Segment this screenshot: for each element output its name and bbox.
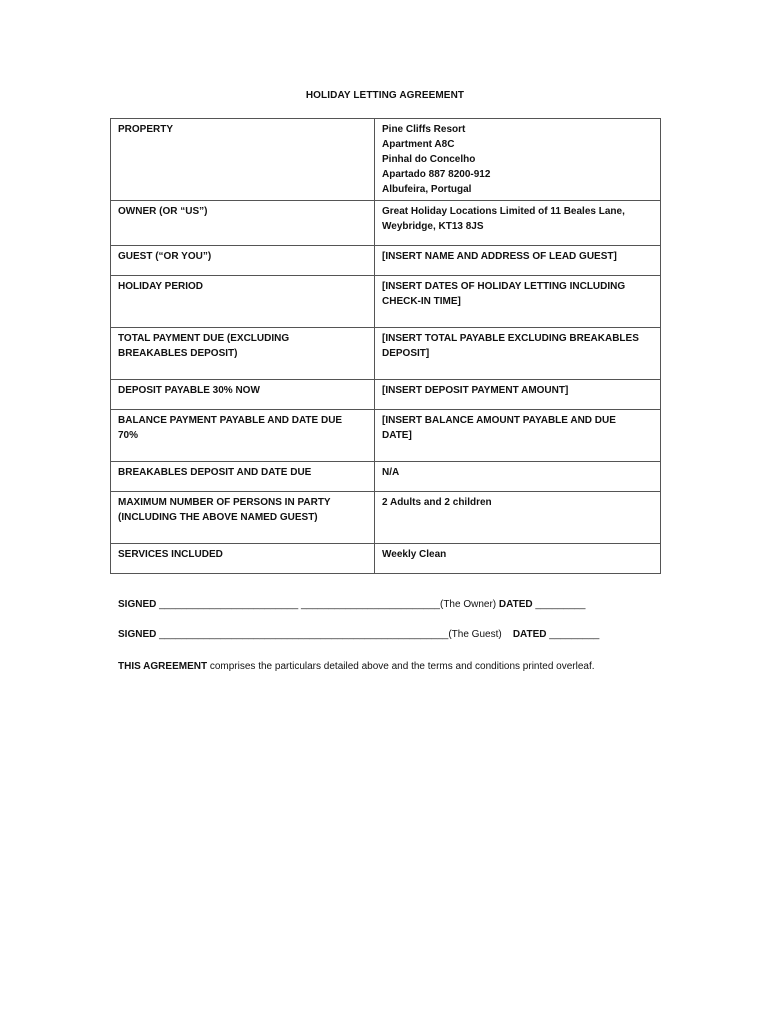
value-line: Weybridge, KT13 8JS	[382, 221, 484, 232]
label-owner	[111, 201, 375, 246]
value-line: Great Holiday Locations Limited of 11 Beales Lane,	[382, 206, 625, 217]
value-line: [INSERT NAME AND ADDRESS OF LEAD GUEST]	[382, 251, 617, 262]
clause-text: comprises the particulars detailed above and the terms and conditions printed overleaf.	[207, 661, 595, 672]
owner-dated-label: DATED	[498, 599, 533, 610]
value-line: Apartado 887 8200-912	[382, 169, 491, 180]
agreement-table	[110, 118, 661, 574]
value-holiday-period	[375, 276, 661, 328]
value-line: DEPOSIT]	[382, 348, 430, 359]
table-row-breakables	[111, 462, 661, 492]
value-deposit	[375, 380, 661, 410]
clause-lead: THIS AGREEMENT	[118, 661, 208, 672]
label-line: SERVICES INCLUDED	[118, 549, 223, 560]
label-line: BREAKABLES DEPOSIT)	[118, 348, 238, 359]
table-row-services	[111, 544, 661, 574]
value-owner	[375, 201, 661, 246]
table-row-balance	[111, 410, 661, 462]
table-row-deposit	[111, 380, 661, 410]
label-holiday-period	[111, 276, 375, 328]
document-title: HOLIDAY LETTING AGREEMENT	[305, 90, 465, 101]
label-guest	[111, 246, 375, 276]
value-guest	[375, 246, 661, 276]
label-total-payment	[111, 328, 375, 380]
value-balance	[375, 410, 661, 462]
label-line: OWNER (OR “US”)	[118, 206, 208, 217]
value-line: [INSERT BALANCE AMOUNT PAYABLE AND DUE	[382, 415, 616, 426]
value-line: N/A	[382, 467, 400, 478]
guest-signature-field: ____________________________________________________	[159, 629, 449, 640]
table-row-guest	[111, 246, 661, 276]
value-line: Pinhal do Concelho	[382, 154, 476, 165]
guest-dated-label: DATED	[512, 629, 547, 640]
value-line: 2 Adults and 2 children	[382, 497, 492, 508]
value-total-payment	[375, 328, 661, 380]
value-line: [INSERT DEPOSIT PAYMENT AMOUNT]	[382, 385, 569, 396]
label-line: BALANCE PAYMENT PAYABLE AND DATE DUE	[118, 415, 343, 426]
value-max-persons	[375, 492, 661, 544]
label-line: GUEST (“OR YOU”)	[118, 251, 212, 262]
label-line: MAXIMUM NUMBER OF PERSONS IN PARTY	[118, 497, 331, 508]
table-row-property	[111, 119, 661, 201]
label-max-persons	[111, 492, 375, 544]
value-line: [INSERT TOTAL PAYABLE EXCLUDING BREAKABLES	[382, 333, 639, 344]
value-line: [INSERT DATES OF HOLIDAY LETTING INCLUDING	[382, 281, 626, 292]
value-line: Albufeira, Portugal	[382, 184, 472, 195]
table-row-owner	[111, 201, 661, 246]
label-line: (INCLUDING THE ABOVE NAMED GUEST)	[118, 512, 318, 523]
guest-signature-line	[118, 629, 599, 640]
owner-signed-label: SIGNED	[118, 599, 157, 610]
guest-role: (The Guest)	[448, 629, 502, 640]
value-line: CHECK-IN TIME]	[382, 296, 461, 307]
table-row-max-persons	[111, 492, 661, 544]
table-row-holiday-period	[111, 276, 661, 328]
value-line: Apartment A8C	[382, 139, 455, 150]
label-breakables	[111, 462, 375, 492]
value-property	[375, 119, 661, 201]
value-line: DATE]	[382, 430, 412, 441]
value-breakables	[375, 462, 661, 492]
label-services	[111, 544, 375, 574]
guest-signed-label: SIGNED	[118, 629, 157, 640]
owner-signature-line	[118, 599, 585, 610]
label-line: BREAKABLES DEPOSIT AND DATE DUE	[118, 467, 312, 478]
label-line: DEPOSIT PAYABLE 30% NOW	[118, 385, 260, 396]
table-row-total-payment	[111, 328, 661, 380]
owner-signature-field: _________________________ _________________________	[159, 599, 440, 610]
label-property	[111, 119, 375, 201]
value-line: Pine Cliffs Resort	[382, 124, 466, 135]
label-balance	[111, 410, 375, 462]
label-line: HOLIDAY PERIOD	[118, 281, 204, 292]
label-deposit	[111, 380, 375, 410]
value-services	[375, 544, 661, 574]
owner-role: (The Owner)	[439, 599, 497, 610]
label-line: 70%	[118, 430, 139, 441]
label-line: PROPERTY	[118, 124, 174, 135]
value-line: Weekly Clean	[382, 549, 447, 560]
guest-date-field: _________	[549, 629, 600, 640]
label-line: TOTAL PAYMENT DUE (EXCLUDING	[118, 333, 290, 344]
owner-date-field: _________	[535, 599, 586, 610]
agreement-clause	[118, 655, 658, 678]
